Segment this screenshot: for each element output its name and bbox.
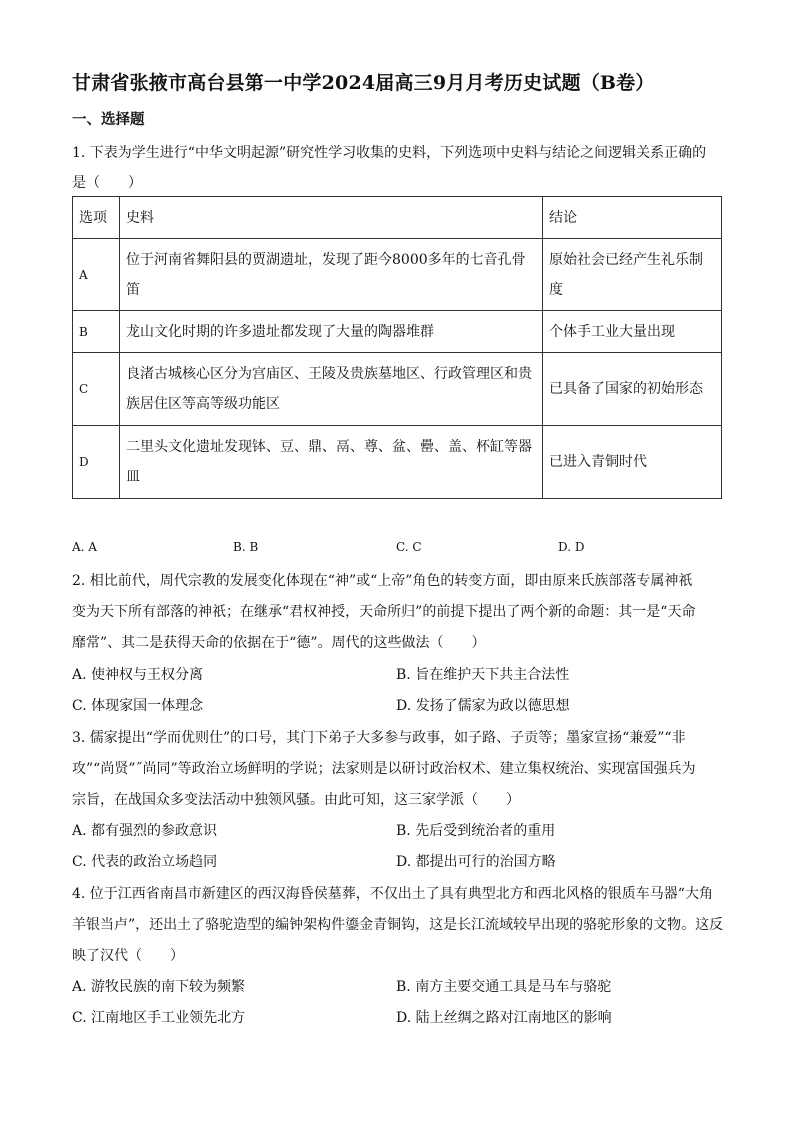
q2-option-a[interactable]: A. 使神权与王权分离 <box>72 667 204 683</box>
q3-stem-line-3: 宗旨，在战国众多变法活动中独领风骚。由此可知，这三家学派（ ） <box>72 792 520 808</box>
source-table <box>72 196 722 499</box>
row-conclusion <box>543 426 722 499</box>
conclusion-line: 度 <box>549 281 563 298</box>
q1-option-a[interactable]: A. A <box>72 540 97 554</box>
table-row <box>73 426 722 499</box>
row-conclusion <box>543 239 722 311</box>
row-conclusion <box>543 311 722 353</box>
q4-option-c[interactable]: C. 江南地区手工业领先北方 <box>72 1010 246 1026</box>
material-line: 龙山文化时期的许多遗址都发现了大量的陶器堆群 <box>126 323 434 340</box>
header-option: 选项 <box>73 197 120 239</box>
row-material <box>120 311 543 353</box>
q4-stem-line-3: 映了汉代（ ） <box>72 948 184 964</box>
q4-stem-line-1: 4. 位于江西省南昌市新建区的西汉海昏侯墓葬，不仅出土了具有典型北方和西北风格的银质车马器“大角 <box>72 886 713 902</box>
table-row <box>73 239 722 311</box>
table-row <box>73 311 722 353</box>
q3-option-d[interactable]: D. 都提出可行的治国方略 <box>396 854 556 870</box>
row-conclusion <box>543 353 722 426</box>
q2-stem-line-3: 靡常”、其二是获得天命的依据在于“德”。周代的这些做法（ ） <box>72 635 486 651</box>
q4-option-b[interactable]: B. 南方主要交通工具是马车与骆驼 <box>396 979 612 995</box>
q3-stem-line-1: 3. 儒家提出“学而优则仕”的口号，其门下弟子大多参与政事，如子路、子贡等；墨家宣扬“兼爱”“非 <box>72 730 686 746</box>
header-conclusion: 结论 <box>543 197 722 239</box>
q4-option-a[interactable]: A. 游牧民族的南下较为频繁 <box>72 979 246 995</box>
conclusion-line: 已进入青铜时代 <box>549 454 647 470</box>
material-line: 良渚古城核心区分为宫庙区、王陵及贵族墓地区、行政管理区和贵 <box>126 366 532 382</box>
q1-option-c[interactable]: C. C <box>396 540 422 554</box>
q4-option-d[interactable]: D. 陆上丝绸之路对江南地区的影响 <box>396 1010 612 1026</box>
q1-stem-line-1: 1. 下表为学生进行“中华文明起源”研究性学习收集的史料，下列选项中史料与结论之间逻辑关系正确的 <box>72 145 707 161</box>
q3-stem-line-2: 攻”“尚贤”˝尚同”等政治立场鲜明的学说；法家则是以研讨政治权术、建立集权统治、实现富国强兵为 <box>72 761 696 777</box>
conclusion-line: 个体手工业大量出现 <box>549 323 675 340</box>
q2-option-d[interactable]: D. 发扬了儒家为政以德思想 <box>396 698 570 714</box>
q1-option-b[interactable]: B. B <box>233 540 259 554</box>
q1-stem-line-2: 是（ ） <box>72 175 142 191</box>
row-material <box>120 426 543 499</box>
q2-option-c[interactable]: C. 体现家国一体理念 <box>72 698 204 714</box>
q3-option-a[interactable]: A. 都有强烈的参政意识 <box>72 823 218 839</box>
conclusion-line: 原始社会已经产生礼乐制 <box>549 251 703 268</box>
row-option: C <box>73 353 120 426</box>
q2-option-b[interactable]: B. 旨在维护天下共主合法性 <box>396 667 570 683</box>
row-material <box>120 239 543 311</box>
q3-option-c[interactable]: C. 代表的政治立场趋同 <box>72 854 218 870</box>
conclusion-line: 已具备了国家的初始形态 <box>549 381 703 397</box>
row-option: A <box>73 239 120 311</box>
material-line: 族居住区等高等级功能区 <box>126 396 280 412</box>
material-line: 皿 <box>126 469 140 485</box>
table-row <box>73 353 722 426</box>
page-title: 甘肃省张掖市高台县第一中学2024届高三9月月考历史试题（B卷） <box>72 72 655 94</box>
section-heading: 一、选择题 <box>72 111 145 128</box>
row-option: D <box>73 426 120 499</box>
material-line: 位于河南省舞阳县的贾湖遗址，发现了距今8000多年的七音孔骨笛 <box>126 251 526 298</box>
header-material: 史料 <box>120 197 543 239</box>
q4-stem-line-2: 羊银当卢”，还出土了骆驼造型的编钟架构件鎏金青铜钩，这是长江流域较早出现的骆驼形象的文物。这反 <box>72 917 724 933</box>
q3-option-b[interactable]: B. 先后受到统治者的重用 <box>396 823 556 839</box>
q2-stem-line-2: 变为天下所有部落的神祇；在继承“君权神授，天命所归”的前提下提出了两个新的命题：其一是“天命 <box>72 604 696 620</box>
row-option: B <box>73 311 120 353</box>
q1-option-d[interactable]: D. D <box>558 540 585 554</box>
material-line: 二里头文化遗址发现钵、豆、鼎、鬲、尊、盆、罍、盖、杯缸等器 <box>126 439 532 455</box>
q2-stem-line-1: 2. 相比前代，周代宗教的发展变化体现在“神”或“上帝”角色的转变方面，即由原来氏族部落专属神祇 <box>72 573 693 589</box>
row-material <box>120 353 543 426</box>
table-header-row <box>73 197 722 239</box>
